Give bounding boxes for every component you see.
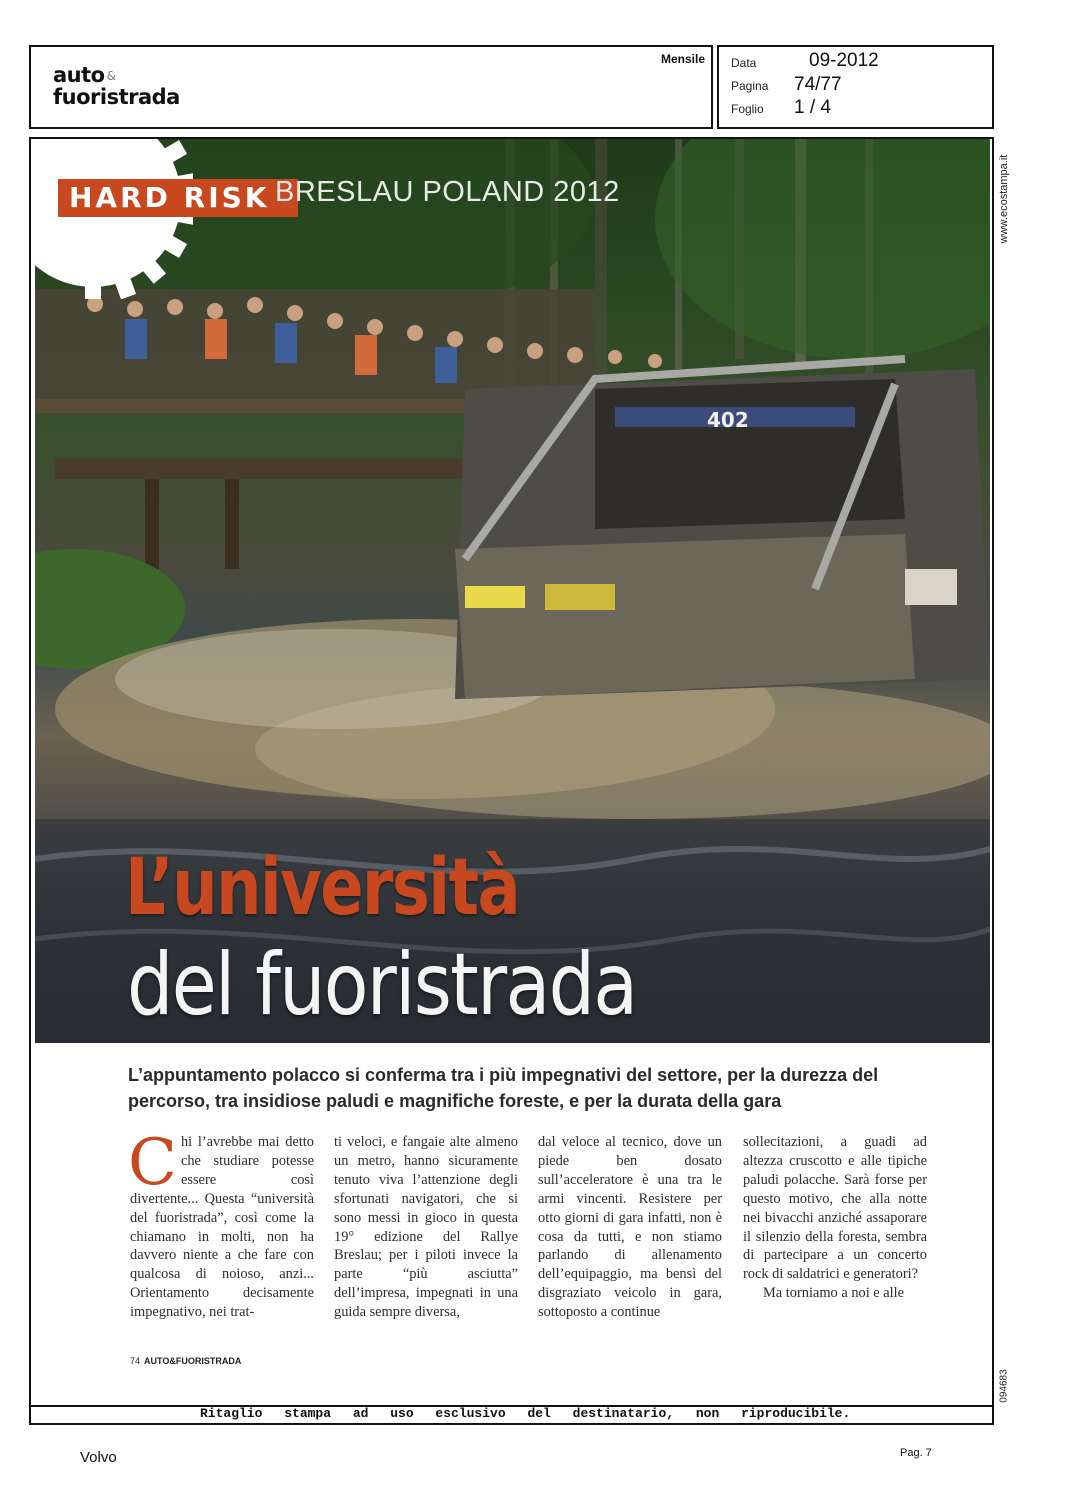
side-url: www.ecostampa.it (998, 154, 1010, 243)
body-column-2 (334, 1133, 518, 1322)
section-kicker: HARD RISK (58, 179, 298, 217)
masthead-box (29, 45, 713, 129)
foglio-label: Foglio (731, 102, 764, 116)
periodicity-label: Mensile (660, 52, 705, 66)
event-title: BRESLAU POLAND 2012 (275, 176, 620, 208)
clipping-page: Pag. 7 (900, 1447, 932, 1459)
column-2-text: ti veloci, e fangaie alte almeno un metro, hanno sicuramente tenuto viva l’attenzione degli sfortunati navigatori, che si sono messi in gioco in questa 19° edizione del Rallye Breslau; per i piloti invece la parte “più asciutta” dell’impresa, impegnati in una guida sempre diversa, (334, 1134, 518, 1321)
page-brand: AUTO&FUORISTRADA (144, 1356, 242, 1366)
foglio-value: 1 / 4 (794, 97, 831, 118)
logo-amp: & (106, 68, 116, 83)
page-footer (130, 1356, 241, 1366)
logo-line1: auto (53, 63, 105, 87)
clipping-meta-box (717, 45, 994, 129)
vehicle-number: 402 (707, 408, 749, 432)
body-column-1 (128, 1126, 314, 1322)
body-column-4 (743, 1133, 927, 1303)
gear-badge-icon (29, 137, 193, 299)
page-number: 74 (130, 1356, 141, 1366)
standfirst: L’appuntamento polacco si conferma tra i più impegnativi del settore, per la durezza del percorso, tra insidiose paludi e magnifiche foreste, e per la durata della gara (128, 1065, 879, 1111)
headline-line2: del fuoristrada (127, 935, 637, 1035)
column-1-text: hi l’avrebbe mai detto che studiare potesse essere così divertente... Questa “università del fuoristrada”, così come la chiamano in molti, non ha davvero niente a che fare con qualcosa di noioso, anzi... Orientamento decisamente impegnativo, nei trat- (130, 1134, 314, 1321)
data-label: Data (731, 56, 757, 70)
headline-line1: L’università (125, 843, 520, 933)
side-code: 094683 (998, 1369, 1010, 1403)
rights-notice: Ritaglio stampa ad uso esclusivo del destinatario, non riproducibile. (200, 1406, 851, 1421)
publication-logo (53, 65, 180, 108)
drop-cap: C (128, 1126, 177, 1200)
article-clipping (29, 137, 994, 1425)
column-4-text: sollecitazioni, a guadi ad altezza cruscotto e alle tipiche paludi polacche. Sarà forse per questo motivo, che alla notte nei bivacchi anziché assaporare il silenzio della foresta, sembra di partecipare a un concerto rock di saldatrici e generatori? (743, 1134, 927, 1283)
data-value: 09-2012 (809, 50, 879, 71)
column-4-continuation: Ma torniamo a noi e alle (763, 1285, 905, 1302)
column-3-text: dal veloce al tecnico, dove un piede ben dosato sull’acceleratore è una tra le armi vincenti. Resistere per otto giorni di gara infatti, non è cosa da tutti, e non stiamo parlando di allenamento dell’equipaggio, ma bensì del disgraziato veicolo in gara, sottoposto a continue (538, 1134, 722, 1321)
logo-line2: fuoristrada (53, 84, 180, 109)
body-column-3 (538, 1133, 722, 1322)
client-name: Volvo (80, 1449, 117, 1466)
pagina-label: Pagina (731, 79, 769, 93)
pagina-value: 74/77 (794, 74, 842, 95)
